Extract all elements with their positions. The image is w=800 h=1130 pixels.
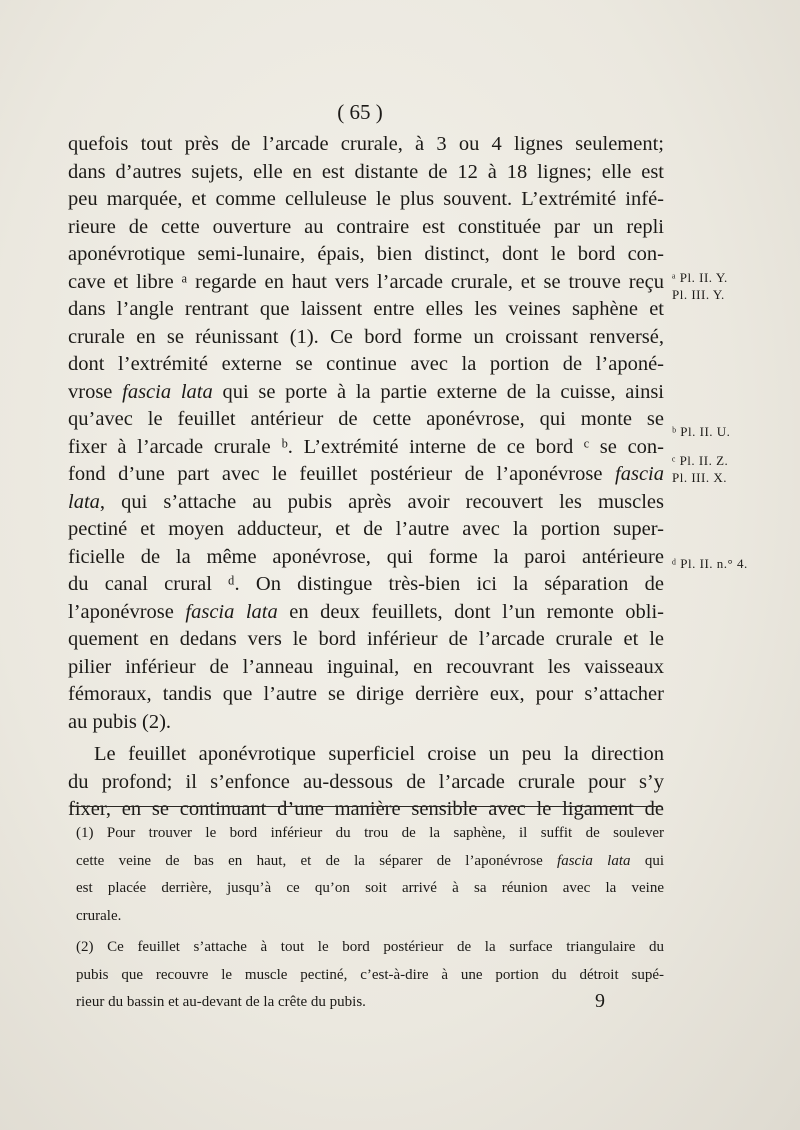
margin-note: ᵇ Pl. II. U. xyxy=(672,424,731,439)
text-line: du profond; il s’enfonce au-dessous de l’arcade crurale pour s’y xyxy=(68,770,664,793)
footnote-line: rieur du bassin et au-devant de la crête du pubis. xyxy=(76,994,366,1010)
text-line: quefois tout près de l’arcade crurale, à 3 ou 4 lignes seulement; xyxy=(68,133,664,155)
footnote-line: pubis que recouvre le muscle pectiné, c’est-à-dire à une portion du détroit supé- xyxy=(76,966,664,983)
page-number: ( 65 ) xyxy=(337,100,383,124)
text-line: crurale en se réunissant (1). Ce bord forme un croissant renversé, xyxy=(68,325,664,348)
margin-note: Pl. III. X. xyxy=(672,470,727,485)
footnote-divider xyxy=(72,806,662,807)
text-line: l’aponévrose fascia lata en deux feuillets, dont l’un remonte obli- xyxy=(68,600,665,623)
text-line: fixer, en se continuant d’une manière sensible avec le ligament de xyxy=(68,798,664,820)
text-line: pectiné et moyen adducteur, et de l’autre avec la portion super- xyxy=(68,518,664,540)
footnote-line: (2) Ce feuillet s’attache à tout le bord postérieur de la surface triangulaire du xyxy=(76,939,664,955)
text-line: fond d’une part avec le feuillet postérieur de l’aponévrose fascia xyxy=(68,463,664,485)
text-line: dans d’autres sujets, elle en est distante de 12 à 18 lignes; elle est xyxy=(68,160,664,183)
text-line: Le feuillet aponévrotique superficiel croise un peu la direction xyxy=(94,743,664,765)
text-line: pilier inférieur de l’anneau inguinal, en recouvrant les vaisseaux xyxy=(68,655,664,678)
text-line: cave et libre ᵃ regarde en haut vers l’arcade crurale, et se trouve reçu xyxy=(68,270,664,293)
text-line: dont l’extrémité externe se continue avec la portion de l’aponé- xyxy=(68,353,664,375)
text-line: qu’avec le feuillet antérieur de cette aponévrose, qui monte se xyxy=(68,408,664,430)
footnote-line: cette veine de bas en haut, et de la séparer de l’aponévrose fascia lata qui xyxy=(76,852,664,869)
signature-mark: 9 xyxy=(595,990,605,1012)
text-line: du canal crural ᵈ. On distingue très-bien ici la séparation de xyxy=(68,573,664,595)
footnote-line: (1) Pour trouver le bord inférieur du trou de la saphène, il suffit de soulever xyxy=(76,825,664,841)
text-line: dans l’angle rentrant que laissent entre elles les veines saphène et xyxy=(68,298,664,320)
text-line: au pubis (2). xyxy=(68,710,172,733)
main-text xyxy=(68,131,664,824)
footnote-line: crurale. xyxy=(76,907,122,924)
text-line: vrose fascia lata qui se porte à la partie externe de la cuisse, ainsi xyxy=(68,380,665,403)
footnote-line: est placée derrière, jusqu’à ce qu’on soit arrivé à sa réunion avec la veine xyxy=(76,880,664,896)
text-line: rieure de cette ouverture au contraire est constituée par un repli xyxy=(68,215,664,238)
text-line: ficielle de la même aponévrose, qui forme la paroi antérieure xyxy=(68,545,664,568)
text-line: fixer à l’arcade crurale ᵇ. L’extrémité interne de ce bord ᶜ se con- xyxy=(68,435,664,458)
text-line: peu marquée, et comme celluleuse le plus souvent. L’extrémité infé- xyxy=(68,188,664,210)
text-line: fémoraux, tandis que l’autre se dirige derrière eux, pour s’attacher xyxy=(68,683,664,705)
margin-note: ᵈ Pl. II. n.° 4. xyxy=(672,556,748,571)
margin-note: ᶜ Pl. II. Z. xyxy=(672,453,729,468)
margin-note: ᵃ Pl. II. Y. xyxy=(672,270,728,285)
text-line: quement en dedans vers le bord inférieur de l’arcade crurale et le xyxy=(68,628,664,650)
margin-note: Pl. III. Y. xyxy=(672,287,725,302)
text-line: lata, qui s’attache au pubis après avoir recouvert les muscles xyxy=(68,490,664,513)
text-line: aponévrotique semi-lunaire, épais, bien distinct, dont le bord con- xyxy=(68,243,664,265)
